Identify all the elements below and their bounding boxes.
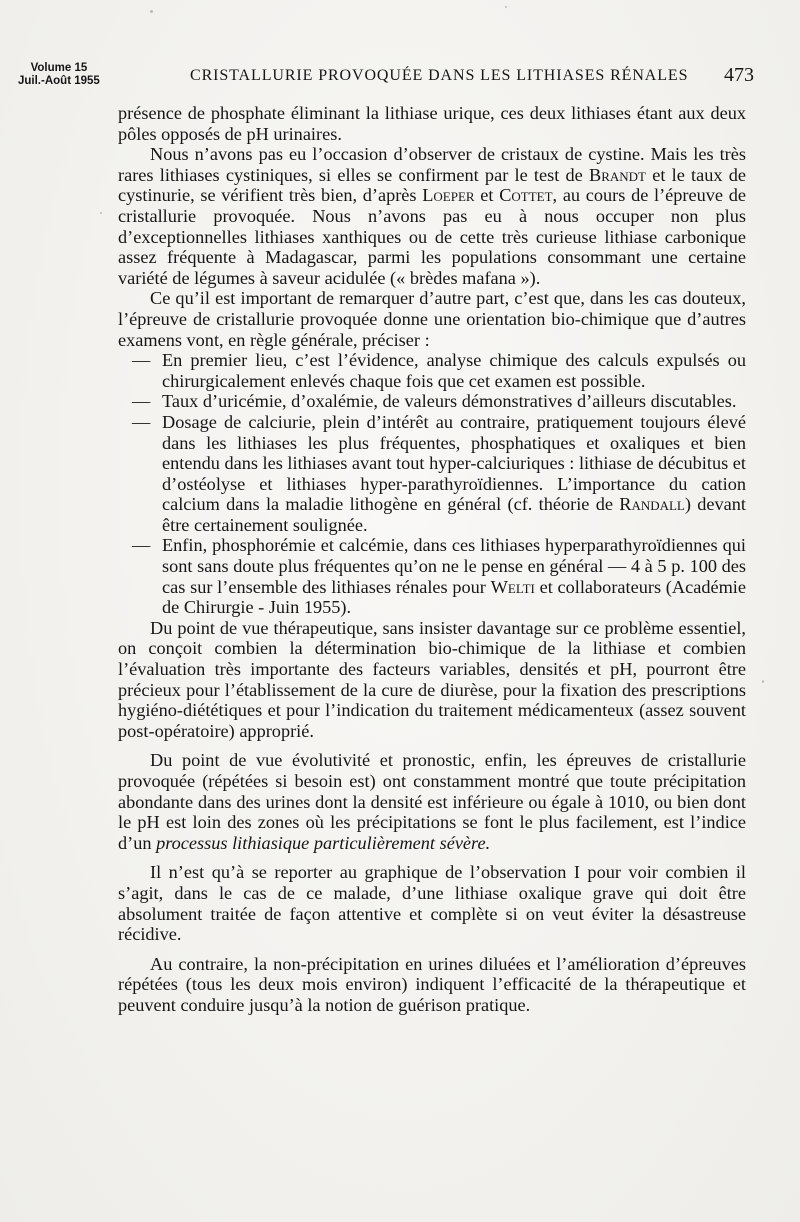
paragraph-7: Au contraire, la non-précipitation en urines diluées et l’amélioration d’épreuves répétées (tous les deux mois environ) indiquent l’efficacité de la thérapeutique et peuvent conduire jusqu’à la notion de guérison pratique.	[118, 953, 746, 1015]
list-item-text: et collaborateurs (Académie de Chirurgie - Juin 1955).	[162, 576, 746, 618]
volume-info	[18, 62, 100, 88]
list-item-text: Dosage de calciurie, plein d’intérêt au contraire, pratiquement toujours élevé dans les lithiases les plus fréquentes, phosphatiques et oxaliques et bien entendu dans les lithiases avant tout hyper-calciuriques : lithiase de décubitus et d’ostéolyse et lithiases hyper-parathyroïdiennes. L’importance du cation calcium dans la maladie lithogène en général (cf. théorie de	[162, 411, 746, 515]
text-run: et le taux de cystinurie, se vérifient très bien, d’après	[118, 164, 746, 206]
paragraph-4: Du point de vue thérapeutique, sans insister davantage sur ce problème essentiel, on conçoit combien la détermination bio-chimique de la lithiase et combien l’évaluation très importante des facteurs variables, densités et pH, pourront être précieux pour l’établissement de la cure de diurèse, pour la fixation des prescriptions hygiéno-diététiques et pour l’indication du traitement médicamenteux (assez souvent post-opératoire) approprié.	[118, 617, 746, 741]
paragraph-1: présence de phosphate éliminant la lithiase urique, ces deux lithiases étant aux deux pôles opposés de pH urinaires.	[118, 103, 746, 144]
running-title: CRISTALLURIE PROVOQUÉE DANS LES LITHIASES RÉNALES	[190, 67, 689, 84]
list-item	[118, 391, 746, 412]
dash-marker: —	[132, 391, 151, 412]
author-brandt: Brandt	[589, 164, 646, 185]
paragraph-5	[118, 750, 746, 853]
running-header	[18, 62, 754, 98]
article-body	[118, 103, 746, 1016]
list-item	[118, 412, 746, 536]
paper-speck	[762, 680, 764, 683]
paper-speck	[505, 6, 507, 8]
author-welti: Welti	[490, 576, 535, 597]
issue-date: Juil.-Août 1955	[18, 75, 100, 87]
text-run: Nous n’avons pas eu l’occasion d’observer de cristaux de cystine. Mais les très rares lithiases cystiniques, si elles se confirment par le test de	[118, 144, 746, 185]
dash-marker: —	[132, 411, 151, 432]
list-item-text: Enfin, phosphorémie et calcémie, dans ces lithiases hyperparathyroïdiennes qui sont sans doute plus fréquentes qu’on ne le pense en général — 4 à 5 p. 100 des cas sur l’ensemble des lithiases rénales pour	[162, 535, 746, 597]
paragraph-3: Ce qu’il est important de remarquer d’autre part, c’est que, dans les cas douteux, l’épreuve de cristallurie provoquée donne une orientation bio-chimique que d’autres examens vont, en règle générale, préciser :	[118, 288, 746, 350]
list-item-text: ) devant être certainement soulignée.	[162, 494, 746, 535]
author-loeper: Loeper	[422, 185, 475, 206]
page-number: 473	[724, 64, 754, 86]
list-item-text: En premier lieu, c’est l’évidence, analyse chimique des calculs expulsés ou chirurgicalement enlevés chaque fois que cet examen est possible.	[162, 350, 746, 391]
text-run: Du point de vue évolutivité et pronostic, enfin, les épreuves de cristallurie provoquée (répétées si besoin est) ont constamment montré que toute précipitation abondante dans des urines dont la densité est inférieure ou égale à 1010, ou bien dont le pH est loin des zones où les précipitations se font le plus facilement, est l’indice d’un	[118, 750, 746, 853]
text-run: et	[474, 185, 500, 206]
author-cottet: Cottet	[499, 185, 553, 206]
text-run: , au cours de l’épreuve de cristallurie provoquée. Nous n’avons pas eu à nous occuper non plus d’exceptionnelles lithiases xanthiques ou de cette très curieuse lithiase carbonique assez fréquente à Madagascar, parmi les populations consommant une certaine variété de légumes à saveur acidulée (« brèdes mafana »).	[118, 185, 746, 288]
volume-label: Volume 15	[30, 62, 88, 74]
author-randall: Randall	[619, 494, 685, 515]
list-item	[118, 350, 746, 391]
paper-speck	[100, 212, 102, 214]
emphasis-text: processus lithiasique particulièrement sévère.	[156, 832, 491, 853]
paper-speck	[150, 10, 153, 13]
dash-marker: —	[132, 350, 151, 371]
paragraph-2	[118, 144, 746, 288]
paragraph-6: Il n’est qu’à se reporter au graphique de l’observation I pour voir combien il s’agit, dans le cas de ce malade, d’une lithiase oxalique grave qui doit être absolument traitée de façon attentive et complète si on veut éviter la désastreuse récidive.	[118, 862, 746, 945]
list-item-text: Taux d’uricémie, d’oxalémie, de valeurs démonstratives d’ailleurs discutables.	[162, 391, 737, 412]
list-item	[118, 535, 746, 617]
dash-marker: —	[132, 535, 151, 556]
